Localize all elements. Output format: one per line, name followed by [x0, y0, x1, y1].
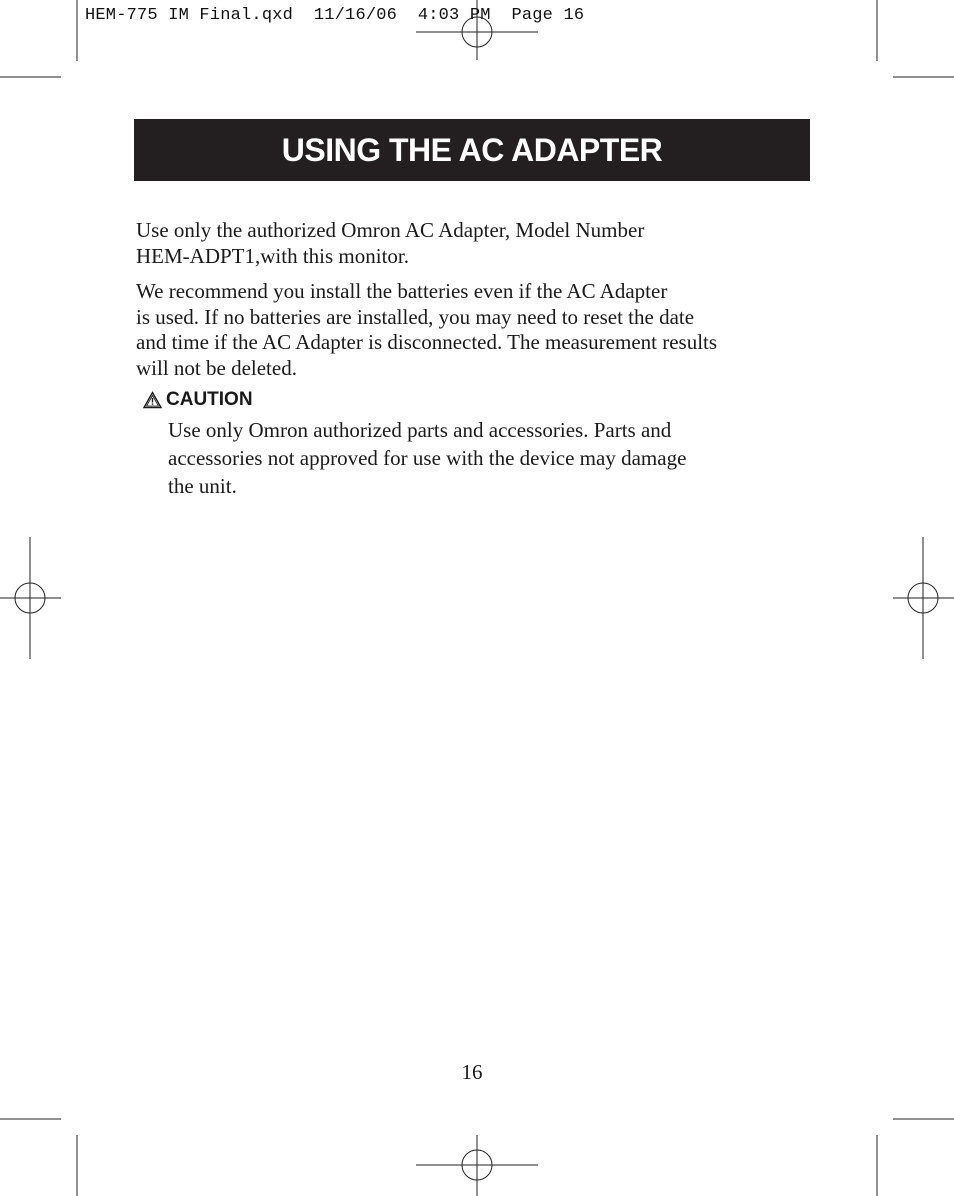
registration-mark-right — [893, 537, 954, 659]
paragraph-line: HEM-ADPT1,with this monitor. — [136, 243, 410, 268]
registration-mark-left — [0, 537, 61, 659]
caution-line: accessories not approved for use with the device may damage — [168, 446, 687, 470]
caution-heading — [143, 389, 253, 411]
caution-text — [168, 416, 768, 500]
paragraph-batteries — [136, 279, 786, 381]
paragraph-line: and time if the AC Adapter is disconnected. The measurement results — [136, 330, 718, 354]
paragraph-line: We recommend you install the batteries even if the AC Adapter — [136, 279, 668, 303]
caution-line: Use only Omron authorized parts and accessories. Parts and — [168, 418, 672, 442]
caution-line: the unit. — [168, 474, 237, 498]
paragraph-line: will not be deleted. — [136, 355, 297, 380]
section-heading-banner — [134, 119, 810, 181]
paragraph-line: Use only the authorized Omron AC Adapter, Model Number — [136, 218, 645, 242]
page-number: 16 — [461, 1060, 483, 1084]
section-heading: USING THE AC ADAPTER — [281, 131, 663, 168]
registration-mark-bottom — [416, 1135, 538, 1196]
paragraph-adapter-model — [136, 218, 786, 269]
paragraph-line: is used. If no batteries are installed, you may need to reset the date — [136, 304, 695, 329]
caution-label: CAUTION — [166, 389, 253, 410]
file-slug-line: HEM-775 IM Final.qxd 11/16/06 4:03 PM Page 16 — [85, 6, 585, 25]
warning-triangle-icon — [143, 391, 162, 409]
